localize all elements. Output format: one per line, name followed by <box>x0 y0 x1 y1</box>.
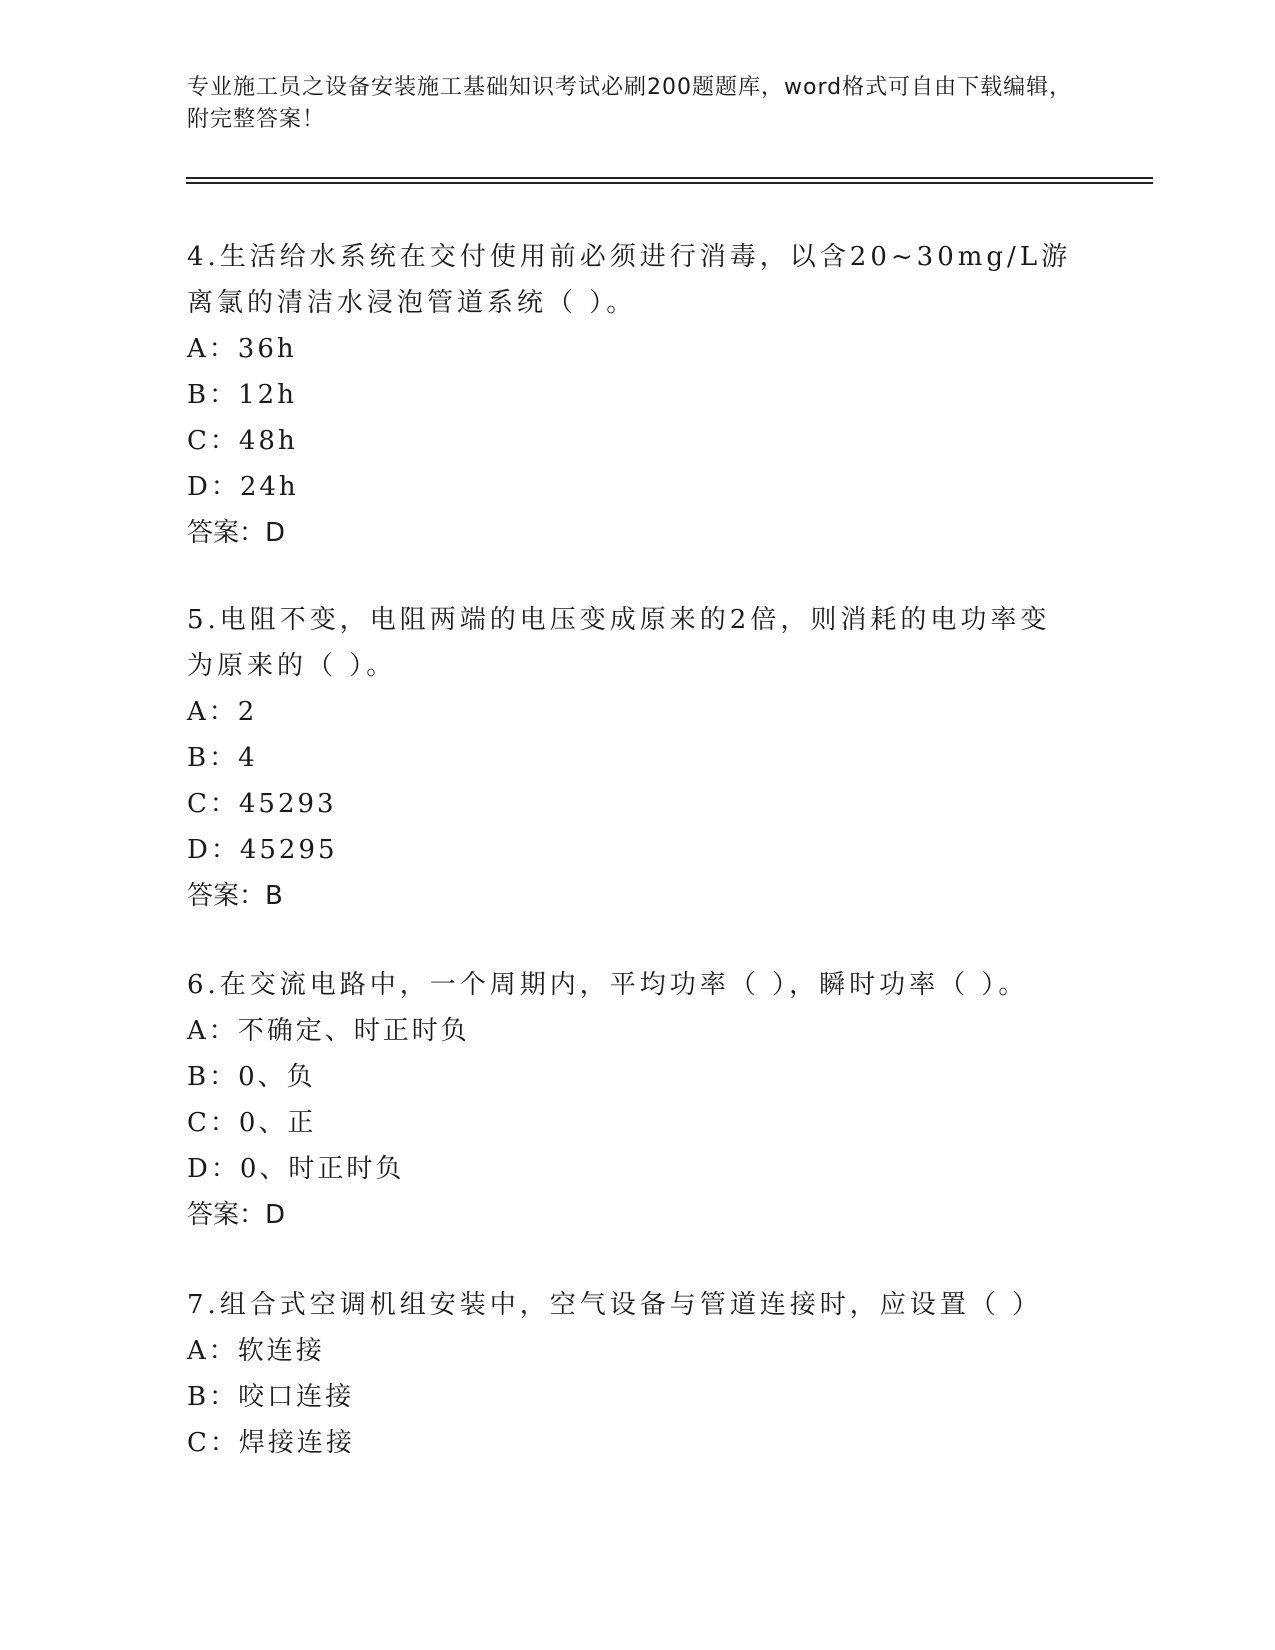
option-d: D：0、时正时负 <box>187 1154 405 1184</box>
option-a: A：不确定、时正时负 <box>187 1016 470 1046</box>
option-c: C：0、正 <box>187 1108 317 1138</box>
answer: 答案：D <box>187 518 286 548</box>
question-4 <box>187 234 1077 556</box>
question-stem: 7.组合式空调机组安装中，空气设备与管道连接时，应设置（ ） <box>187 1290 1043 1320</box>
option-d: D：24h <box>187 472 299 502</box>
answer: 答案：D <box>187 1200 286 1230</box>
question-stem: 5.电阻不变，电阻两端的电压变成原来的2倍，则消耗的电功率变为原来的（ ）。 <box>187 605 1051 681</box>
document-header <box>187 72 1087 136</box>
question-7 <box>187 1282 1077 1466</box>
option-b: B：0、负 <box>187 1062 316 1092</box>
header-title: 专业施工员之设备安装施工基础知识考试必刷200题题库，word格式可自由下载编辑，附完整答案！ <box>187 75 1073 132</box>
option-c: C：焊接连接 <box>187 1428 355 1458</box>
option-b: B：咬口连接 <box>187 1382 355 1412</box>
option-a: A：2 <box>187 697 258 727</box>
question-stem: 6.在交流电路中，一个周期内，平均功率（ ），瞬时功率（ ）。 <box>187 970 1029 1000</box>
question-5 <box>187 597 1077 919</box>
option-d: D：45295 <box>187 835 338 865</box>
option-a: A：36h <box>187 334 297 364</box>
header-divider-top <box>186 177 1153 179</box>
question-stem: 4.生活给水系统在交付使用前必须进行消毒，以含20~30mg/L游离氯的清洁水浸泡管道系统（ ）。 <box>187 242 1072 318</box>
option-b: B：4 <box>187 743 258 773</box>
option-c: C：48h <box>187 426 298 456</box>
answer: 答案：B <box>187 881 283 911</box>
question-6 <box>187 962 1077 1238</box>
option-c: C：45293 <box>187 789 337 819</box>
option-b: B：12h <box>187 380 297 410</box>
option-a: A：软连接 <box>187 1336 325 1366</box>
header-divider-bottom <box>186 182 1153 184</box>
